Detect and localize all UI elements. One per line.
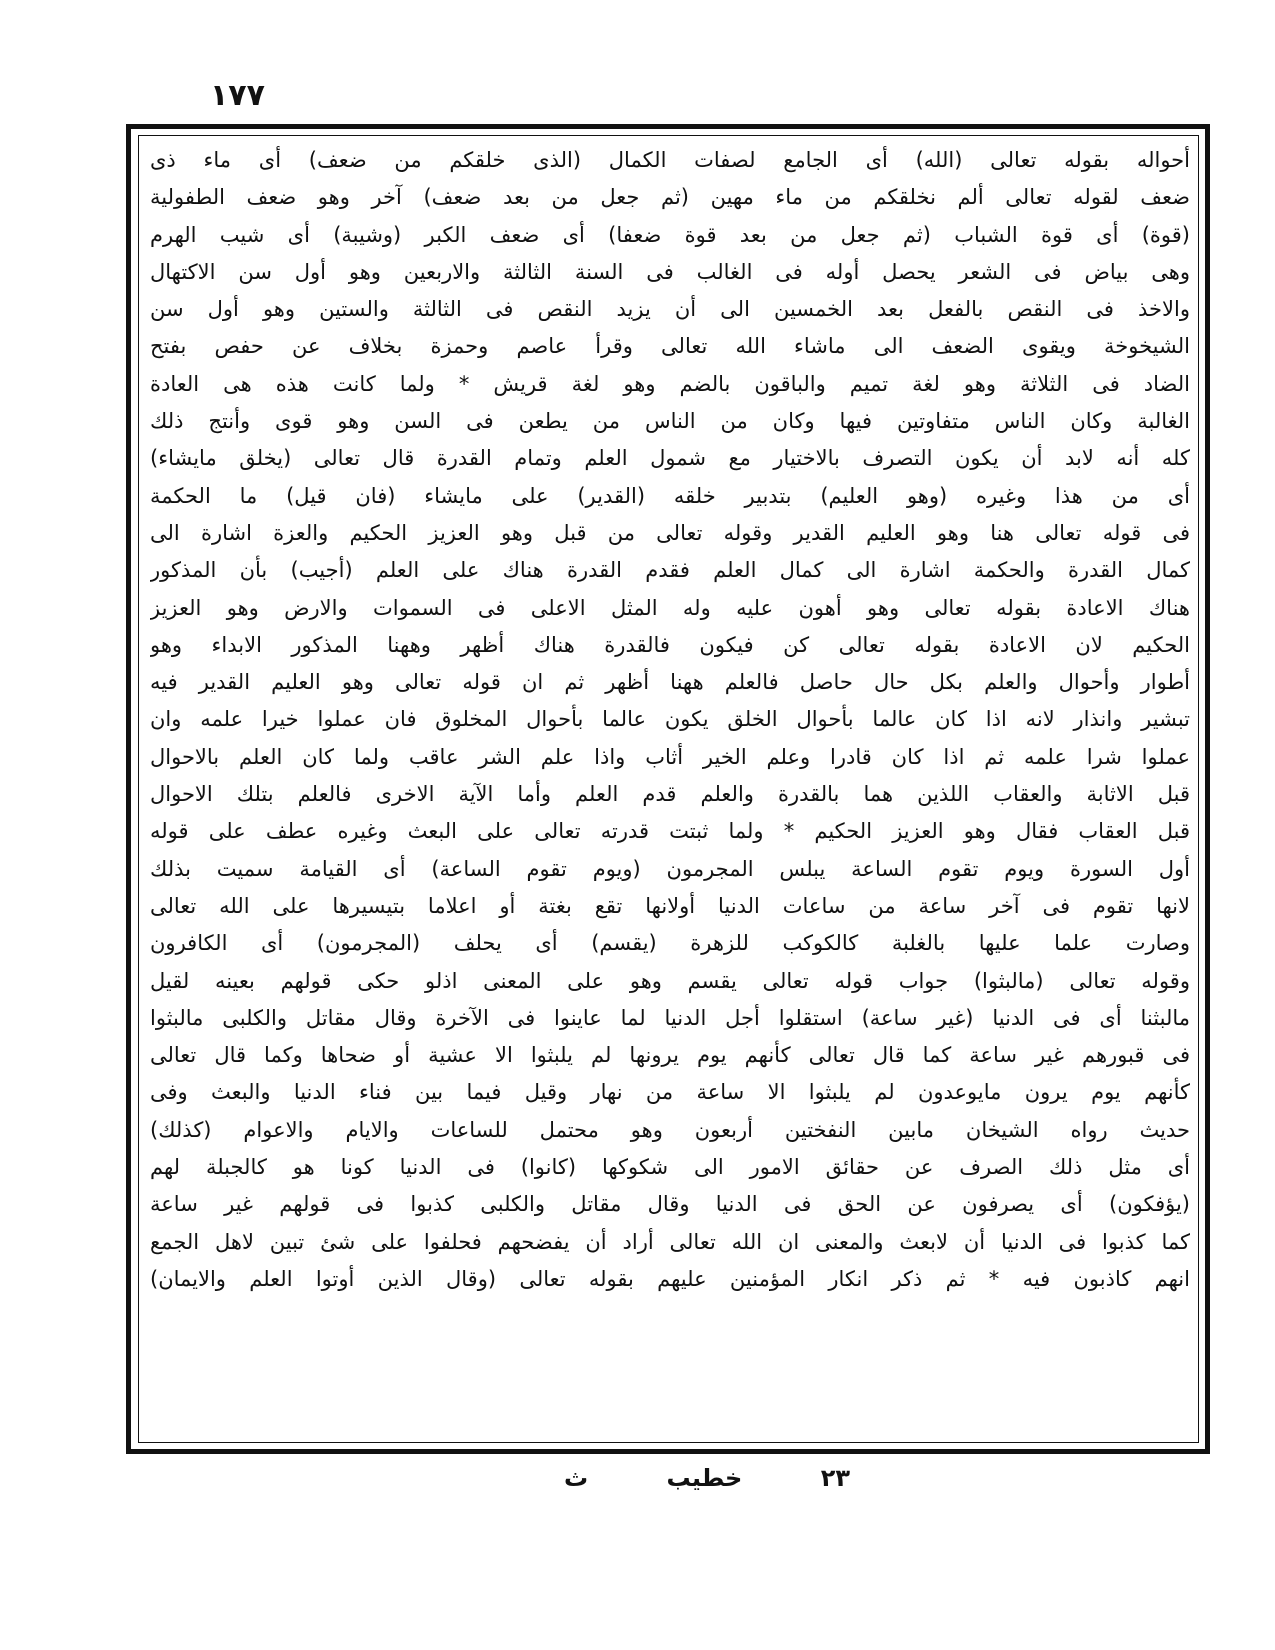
text-line: انهم كاذبون فيه * ثم ذكر انكار المؤمنين عليهم بقوله تعالى (وقال الذين أوتوا العلم والايمان) — [150, 1266, 1190, 1291]
text-line: وصارت علما عليها بالغلبة كالكوكب للزهرة (يقسم) أى يحلف (المجرمون) أى الكافرون — [150, 931, 1190, 956]
text-line: أحواله بقوله تعالى (الله) أى الجامع لصفات الكمال (الذى خلقكم من ضعف) أى ماء ذى — [150, 148, 1190, 172]
text-line: عملوا شرا علمه ثم اذا كان قادرا وعلم الخير أثاب واذا علم الشر عاقب ولما كان العلم بالاحوال — [150, 744, 1190, 769]
text-line: (يؤفكون) أى يصرفون عن الحق فى الدنيا وقال مقاتل والكلبى كذبوا فى قولهم غير ساعة — [150, 1192, 1190, 1217]
text-line: والاخذ فى النقص بالفعل بعد الخمسين الى أن يزيد النقص فى الثالثة والستين وهو أول سن — [150, 297, 1190, 322]
page-number: ١٧٧ — [210, 78, 265, 113]
text-line: فى قبورهم غير ساعة كما قال تعالى كأنهم يوم يرونها لم يلبثوا الا عشية أو ضحاها وكما قال تعالى — [150, 1043, 1190, 1068]
page-footer — [450, 1464, 850, 1504]
text-line: مالبثنا أى فى الدنيا (غير ساعة) استقلوا أجل الدنيا لما عاينوا فى الآخرة وقال مقاتل والكلبى مالبثوا — [150, 1005, 1190, 1030]
main-text — [150, 142, 1190, 1440]
text-line: الشيخوخة ويقوى الضعف الى ماشاء الله تعالى وقرأ عاصم وحمزة بخلاف عن حفص بفتح — [150, 334, 1190, 359]
text-line: كأنهم يوم يرون مايوعدون لم يلبثوا الا ساعة من نهار وقيل فيما بين فناء الدنيا والبعث وفى — [150, 1080, 1190, 1105]
text-line: تبشير وانذار لانه اذا كان عالما بأحوال الخلق يكون عالما بأحوال المخلوق فان عملوا خيرا علمه وان — [150, 707, 1190, 732]
text-line: كمال القدرة والحكمة اشارة الى كمال العلم فقدم القدرة هناك على العلم (أجيب) بأن المذكور — [150, 558, 1190, 583]
text-line: ضعف لقوله تعالى ألم نخلقكم من ماء مهين (ثم جعل من بعد ضعف) آخر وهو ضعف الطفولية — [150, 185, 1190, 210]
text-line: حديث رواه الشيخان مابين النفختين أربعون وهو محتمل للساعات والايام والاعوام (كذلك) — [150, 1117, 1190, 1142]
text-line: أى مثل ذلك الصرف عن حقائق الامور الى شكوكها (كانوا) فى الدنيا كونا هو كالجبلة لهم — [150, 1155, 1190, 1180]
text-line: أطوار وأحوال والعلم بكل حال حاصل فالعلم ههنا أظهر ثم ان قوله تعالى وهو العليم القدير فيه — [150, 670, 1190, 695]
text-line: فى قوله تعالى هنا وهو العليم القدير وقوله تعالى من قبل وهو العزيز الحكيم والعزة اشارة الى — [150, 520, 1190, 545]
text-line: أى من هذا وغيره (وهو العليم) بتدبير خلقه (القدير) على مايشاء (فان قيل) ما الحكمة — [150, 483, 1190, 508]
text-line: وهى بياض فى الشعر يحصل أوله فى الغالب فى السنة الثالثة والاربعين وهو أول سن الاكتهال — [150, 259, 1190, 284]
footer-volume: ث — [563, 1464, 589, 1492]
text-line: قبل الاثابة والعقاب اللذين هما بالقدرة والعلم قدم العلم وأما الآية الاخرى فالعلم بتلك الاحوال — [150, 782, 1190, 807]
footer-book: خطيب — [666, 1464, 743, 1492]
text-line: الحكيم لان الاعادة بقوله تعالى كن فيكون فالقدرة هناك أظهر وههنا المذكور الابداء وهو — [150, 632, 1190, 657]
footer-signature: ٢٣ — [820, 1464, 850, 1492]
text-line: كله أنه لابد أن يكون التصرف بالاختيار مع شمول العلم وتمام القدرة قال تعالى (يخلق مايشاء) — [150, 446, 1190, 471]
text-line: أول السورة ويوم تقوم الساعة يبلس المجرمون (ويوم تقوم الساعة) أى القيامة سميت بذلك — [150, 856, 1190, 881]
text-line: وقوله تعالى (مالبثوا) جواب قوله تعالى يقسم وهو على المعنى اذلو حكى قولهم بعينه لقيل — [150, 968, 1190, 993]
text-line: هناك الاعادة بقوله تعالى وهو أهون عليه وله المثل الاعلى فى السموات والارض وهو العزيز — [150, 595, 1190, 620]
text-line: لانها تقوم فى آخر ساعة من ساعات الدنيا أولانها تقع بغتة أو اعلاما بتيسيرها على الله تعالى — [150, 893, 1190, 918]
text-line: الغالبة وكان الناس متفاوتين فيها وكان من الناس من يطعن فى السن وهو قوى وأنتج ذلك — [150, 409, 1190, 434]
text-line: كما كذبوا فى الدنيا أن لابعث والمعنى ان الله تعالى أراد أن يفضحهم فحلفوا على شئ تبين لاهل الجمع — [150, 1229, 1190, 1254]
text-line: قبل العقاب فقال وهو العزيز الحكيم * ولما ثبتت قدرته تعالى على البعث وغيره عطف على قوله — [150, 819, 1190, 844]
text-line: الضاد فى الثلاثة وهو لغة تميم والباقون بالضم وهو لغة قريش * ولما كانت هذه هى العادة — [150, 371, 1190, 396]
text-line: (قوة) أى قوة الشباب (ثم جعل من بعد قوة ضعفا) أى ضعف الكبر (وشيبة) أى شيب الهرم — [150, 222, 1190, 247]
